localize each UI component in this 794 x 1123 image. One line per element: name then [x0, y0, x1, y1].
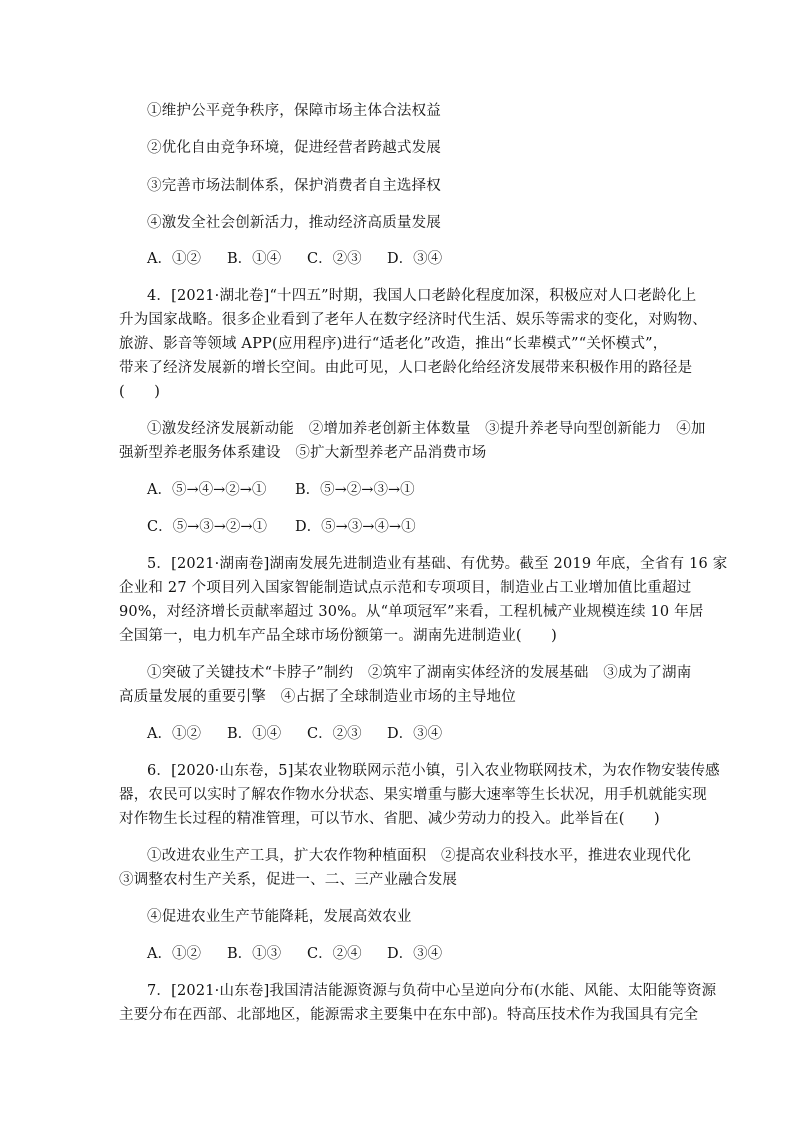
q3-option-d: D．③④	[387, 251, 443, 267]
q6-stem-line-2: 器，农民可以实时了解农作物水分状态、果实增重与膨大速率等生长状况，用手机就能实现	[119, 787, 707, 803]
q3-option-b: B．①④	[227, 251, 282, 267]
q4-option-b: B．⑤→②→③→①	[295, 482, 415, 498]
q6-option-c: C．②④	[307, 946, 362, 962]
q4-stem-line-4: 带来了经济发展新的增长空间。由此可见，人口老龄化给经济发展带来积极作用的路径是	[119, 360, 693, 376]
q5-stem-line-4: 全国第一，电力机车产品全球市场份额第一。湖南先进制造业( )	[119, 628, 558, 644]
q4-option-c: C．⑤→③→②→①	[147, 519, 268, 535]
q3-option-c: C．②③	[307, 251, 362, 267]
q4-option-d: D．⑤→③→④→①	[295, 519, 416, 535]
q7-stem-line-2: 主要分布在西部、北部地区，能源需求主要集中在东中部)。特高压技术作为我国具有完全	[119, 1007, 699, 1023]
q3-item-3: ③完善市场法制体系，保护消费者自主选择权	[147, 178, 441, 194]
q6-items-line-1: ①改进农业生产工具，扩大农作物种植面积 ②提高农业科技水平，推进农业现代化	[147, 848, 691, 864]
q3-item-2: ②优化自由竞争环境，促进经营者跨越式发展	[147, 140, 441, 156]
q4-options-row-1	[147, 480, 415, 500]
q4-stem-line-3: 旅游、影音等领域 APP(应用程序)进行“适老化”改造，推出“长辈模式”“关怀模式”，	[119, 336, 668, 352]
q6-option-d: D．③④	[387, 946, 443, 962]
q6-items-line-2: ③调整农村生产关系，促进一、二、三产业融合发展	[119, 872, 458, 888]
q5-items-line-1: ①突破了关键技术“卡脖子”制约 ②筑牢了湖南实体经济的发展基础 ③成为了湖南	[147, 665, 692, 681]
q6-option-a: A．①②	[147, 946, 201, 962]
q5-stem-line-3: 90%，对经济增长贡献率超过 30%。从“单项冠军”来看，工程机械产业规模连续 10 年居	[119, 604, 704, 620]
q4-items-line-2: 强新型养老服务体系建设 ⑤扩大新型养老产品消费市场	[119, 445, 487, 461]
q5-options	[147, 724, 442, 744]
q5-items-line-2: 高质量发展的重要引擎 ④占据了全球制造业市场的主导地位	[119, 689, 516, 705]
q4-items-line-1: ①激发经济发展新动能 ②增加养老创新主体数量 ③提升养老导向型创新能力 ④加	[147, 421, 706, 437]
q6-items-line-3: ④促进农业生产节能降耗，发展高效农业	[147, 909, 412, 925]
q5-option-c: C．②③	[307, 726, 362, 742]
q6-stem-line-1: 6．[2020·山东卷，5]某农业物联网示范小镇，引入农业物联网技术，为农作物安装传感	[147, 763, 720, 779]
q5-stem-line-1: 5．[2021·湖南卷]湖南发展先进制造业有基础、有优势。截至 2019 年底，全省有 16 家	[147, 556, 728, 572]
q6-stem-line-3: 对作物生长过程的精准管理，可以节水、省肥、减少劳动力的投入。此举旨在( )	[119, 811, 660, 827]
q5-stem-line-2: 企业和 27 个项目列入国家智能制造试点示范和专项项目，制造业占工业增加值比重超过	[119, 580, 692, 596]
q4-stem-line-5: ( )	[119, 384, 161, 400]
q5-option-a: A．①②	[147, 726, 201, 742]
q4-options-row-2	[147, 517, 416, 537]
q6-options	[147, 944, 442, 964]
q6-option-b: B．①③	[227, 946, 282, 962]
q4-option-a: A．⑤→④→②→①	[147, 482, 267, 498]
q4-stem-line-1: 4．[2021·湖北卷]“十四五”时期，我国人口老龄化程度加深，积极应对人口老龄化上	[147, 288, 697, 304]
q4-stem-line-2: 升为国家战略。很多企业看到了老年人在数字经济时代生活、娱乐等需求的变化，对购物、	[119, 312, 707, 328]
q3-option-a: A．①②	[147, 251, 201, 267]
q3-item-1: ①维护公平竞争秩序，保障市场主体合法权益	[147, 103, 441, 119]
q3-options	[147, 249, 442, 269]
q5-option-d: D．③④	[387, 726, 443, 742]
q7-stem-line-1: 7．[2021·山东卷]我国清洁能源资源与负荷中心呈逆向分布(水能、风能、太阳能等资源	[147, 983, 717, 999]
q3-item-4: ④激发全社会创新活力，推动经济高质量发展	[147, 215, 441, 231]
q5-option-b: B．①④	[227, 726, 282, 742]
